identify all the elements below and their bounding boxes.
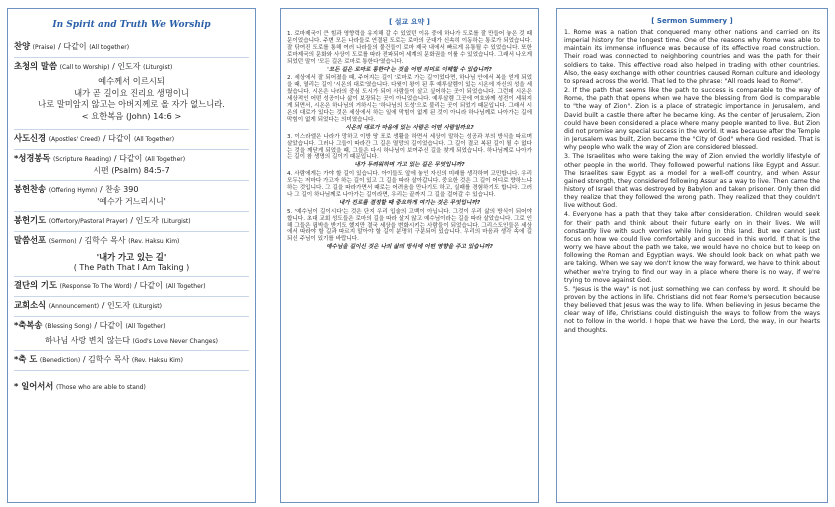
item-leader: / 다같이: [58, 42, 87, 51]
summary-paragraph: 4. 사람에게는 가야 할 길이 있습니다. 아이들도 앞에 놓인 자신의 미래를 생각하며 고민합니다. 우리 모두는 저마다 가고자 하는 길이 있고 그 길을 따라 살아갑니다. 중요한 것은 그 길이 어디로 향하느냐 하는 것입니다. 그 길을 따라가면서 때로는 어려움을 만나기도 하고, 실패를 경험하기도 합니다. 그러나 그 길이 하나님께로 나아가는 길이라면, 우리는 끝까지 그 길을 걸어갈 수 있습니다.: [287, 171, 532, 198]
offering-hymn-section: [14, 181, 249, 212]
summary-paragraph: 2. If the path that seems like the path to success is comparable to the way of Rome, the path that opens when we have the blessing from God is comparable to "the way of Zion". Zion is a place of strategic importance in Jerusalem, and David built a castle there after he became king. As the center of Jerusalem, Zion could have been considered a place where many people wanted to live. But Zion did not promise any special success in the world. It was because after the Temple in Jerusalem was built, Zion became the "City of God" where God resided. That is why people who walk the way of Zion are considered blessed.: [564, 87, 820, 152]
item-leader-en: (All together): [89, 44, 130, 51]
item-label: 봉헌기도: [14, 215, 47, 225]
discussion-question: 시온의 대로가 마음에 있는 사람은 어떤 사람일까요?: [345, 124, 474, 131]
item-leader-en: (All Together): [165, 283, 206, 290]
item-label: 찬양: [14, 41, 31, 51]
item-label: 봉헌찬송: [14, 184, 47, 194]
item-leader: / 다같이: [134, 281, 163, 290]
blessing-song-title: 하나님 사랑 변치 않는다: [45, 336, 130, 345]
item-leader-en: (All Together): [125, 323, 166, 330]
item-label-en: (Response To The Word): [59, 283, 132, 290]
benediction-row: [14, 351, 249, 371]
item-leader: / 다같이: [102, 134, 132, 143]
summary-paragraph: 5. "Jesus is the way" is not just something we can confess by word. It should be proven by the actions in life. Christians did not fear Rome's persecution because they believed that Jesus was the way to life. When believing in Jesus became the clear way of life, Christians could distinguish the ways to follow from the ways not to follow in the world. I hope that we have the Lord, the way, in our hearts and thoughts.: [564, 285, 820, 334]
item-label-en: (Offertory/Pastoral Prayer): [48, 218, 128, 225]
announcement-row: [14, 297, 249, 317]
summary-paragraph: 5. '예수님이 길이시다'는 것은 단지 우리 입술의 고백이 아닙니다. 그것이 우리 삶의 방식이 되어야 합니다. 초대 교회 성도들은 로마의 길을 따라 살지 않고 예수님이라는 길을 따라 살았습니다. 그로 인해 그들은 핍박을 받기도 했지만 결국 세상을 변화시키는 사람들이 되었습니다. 그리스도인들은 세상에서 따라야 할 길과 따르지 말아야 할 길이 분명히 구분되어 있습니다. 우리의 마음과 생각 속에 길 되신 주님이 있기를 바랍니다.: [287, 208, 532, 243]
item-leader: / 김학수 목사: [82, 355, 130, 364]
item-label: *축 도: [14, 354, 38, 364]
item-leader-en: (Liturgist): [161, 218, 191, 225]
verse-reference: < 요한복음 (John) 14:6 >: [81, 110, 182, 121]
blessing-song-title-en: (God's Love Never Changes): [132, 338, 218, 345]
stand-label: * 일어서서: [14, 381, 54, 391]
discussion-question: 내가 두려워하며 가고 있는 길은 무엇입니까?: [354, 162, 465, 169]
sermon-title-en: ( The Path That I Am Taking ): [73, 263, 190, 272]
summary-paragraph: 2. 세상에서 잘 되어졌을 때, 주어지는 길이 '로마로 가는 길'이었다면, 하나님 안에서 복을 얻게 되었을 때, 열리는 길이 '시온의 대로'였습니다. 다윗이 왕이 된 후 예루살렘이 있는 시온에 자신의 성을 세웠습니다. 시온은 나라의 중심 도시가 되어 사람들이 살고 싶어하는 곳이 되었습니다. 그런데 시온은 세상적인 어떤 성공이나 삶이 보장되는 곳이 아니었습니다. 예루살렘 그곳에 여호와께 성전이 세워지게 되면서, 시온은 하나님의 거하시는 '하나님의 도성'으로 불리는 곳이 되었기 때문입니다. 그래서 시온의 대로가 있다는 것은 세상에서 하는 일에 막힘이 없게 된 것이 아니라 하나님께로 나아가는 길에 막힘이 없게 되었다는 의미였습니다.: [287, 75, 532, 123]
item-leader: / 찬송 390: [99, 185, 139, 194]
summary-paragraph: 1. Rome was a nation that conquered many other nations and carried on its imperial history for the longest time. One of the reasons why Rome was able to maintain its immense influence was because of its effective road construction. Their road was connected to neighboring countries and was the path for their soldiers to take. This effective road also helped in trading with other countries. Also, the easy exchange with other countries caused Roman culture and ideology to spread across the world. That led to the phrase: "All roads lead to Rome".: [564, 29, 820, 85]
item-label-en: (Offering Hymn): [48, 187, 98, 194]
item-leader-en: (Liturgist): [143, 64, 173, 71]
verse-line: 예수께서 이르시되: [98, 76, 165, 86]
discussion-question: 내가 진로를 결정할 때 중요하게 여기는 것은 무엇입니까?: [338, 199, 481, 206]
offertory-row: [14, 212, 249, 232]
korean-summary-header: [ 설교 요약 ]: [389, 18, 430, 26]
creed-row: [14, 130, 249, 150]
worship-order-panel: [7, 8, 256, 503]
item-label-en: (Call to Worship): [59, 64, 110, 71]
verse-line: 내가 곧 길이요 진리요 생명이니: [74, 87, 189, 98]
item-leader: / 다같이: [113, 154, 143, 163]
call-to-worship-section: [14, 58, 249, 130]
item-leader-en: (Rev. Haksu Kim): [131, 357, 183, 364]
korean-summary-panel: [280, 8, 539, 503]
item-label: 교회소식: [14, 300, 47, 310]
scripture-reading-section: [14, 150, 249, 181]
item-label-en: (Scripture Reading): [53, 156, 112, 163]
item-leader: / 김학수 목사: [79, 236, 126, 245]
item-leader-en: (All Together): [133, 136, 175, 143]
verse-line: 나로 말미암지 않고는 아버지께로 올 자가 없느니라.: [38, 99, 225, 109]
item-leader: / 인도자: [130, 216, 159, 225]
blessing-song-section: [14, 317, 249, 351]
sermon-title: '내가 가고 있는 길': [96, 252, 167, 262]
item-label: *축복송: [14, 320, 43, 330]
summary-paragraph: 3. The Israelites who were taking the way of Zion envied the worldly lifestyle of other people in the world. They followed powerful nations like Egypt and Assur. The Israelites saw Egypt as a model for a well-off country, and when Assur gained strength, they considered following Assur as a way to live. Then came the history of Israel that was destroyed by Babylon and taken prisoner. Only then did they realize that they followed the wrong path. They realized that they couldn't live without God.: [564, 153, 820, 210]
summary-paragraph: 1. 로마제국이 큰 힘과 영향력을 유지해 갈 수 있었던 이유 중에 하나가 도로를 잘 만들어 놓은 것 때문이었습니다. 주변 모든 나라들로 연결된 도로는 로마의 군대가 신속히 이동하는 통로가 되었습니다. 잘 닦여진 도로를 통해 여러 나라들의 물건들이 로마 제국 내에서 빠르게 유통될 수 있었습니다. 또한 로마제국의 문화와 사상이 도로를 따라 전파되어 세계의 문화권을 이룰 수 있었습니다. 그래서 나오게 되었던 말이 '모든 길은 로마로 통한다'였습니다.: [287, 31, 532, 65]
call-verse: [14, 76, 249, 122]
response-row: [14, 277, 249, 297]
item-leader-en: (Liturgist): [132, 303, 162, 310]
discussion-question: 예수님을 길이신 것은 나의 삶의 방식에 어떤 영향을 주고 있습니까?: [326, 244, 493, 251]
english-summary-panel: [556, 8, 828, 503]
item-label: 말씀선포: [14, 235, 47, 245]
hymn-title: '예수가 거느리시니': [97, 197, 166, 206]
sermon-section: [14, 232, 249, 277]
item-label: 초청의 말씀: [14, 61, 57, 71]
stand-note-row: [14, 371, 249, 397]
scripture-reference: 시편 (Psalm) 84:5-7: [93, 166, 170, 175]
item-leader: / 인도자: [101, 301, 131, 310]
item-label-en: (Apostles' Creed): [48, 136, 101, 143]
item-label-en: (Announcement): [48, 303, 100, 310]
item-leader: / 다같이: [94, 321, 123, 330]
item-leader-en: (All Together): [144, 156, 186, 163]
discussion-question: '모든 길은 로마로 통한다'는 것을 어떤 의미로 이해할 수 있습니까?: [327, 66, 492, 73]
english-summary-header: [ Sermon Summery ]: [651, 17, 733, 25]
item-label-en: (Benediction): [39, 357, 81, 364]
bulletin-title: In Spirit and Truth We Worship: [52, 20, 211, 30]
item-label-en: (Praise): [32, 44, 56, 51]
summary-paragraph: 3. 이스라엘은 나라가 망하고 이방 땅 포로 생활을 하면서 세상이 말하는 성공과 부의 방식을 따르며 살았습니다. 그러나 그들이 따라간 그 길은 멸망의 길이었습니다. 그 길이 결코 복된 길이 될 수 없다는 것을 깨닫게 되었을 때, 그들은 다시 하나님이 보여주신 길을 찾게 되었습니다. 하나님께로 나아가는 길이 참 생명의 길이기 때문입니다.: [287, 133, 532, 161]
item-label: 사도신경: [14, 133, 47, 143]
prelude-row: [14, 38, 249, 58]
item-label-en: (Blessing Song): [45, 323, 92, 330]
item-leader-en: (Rev. Haksu Kim): [128, 238, 180, 245]
item-leader: / 인도자: [112, 62, 141, 71]
stand-label-en: (Those who are able to stand): [55, 384, 146, 391]
item-label-en: (Sermon): [48, 238, 77, 245]
summary-paragraph: 4. Everyone has a path that they take after consideration. Children would seek for their path and think about their future early on in their lives. We will constantly live with such worries while living in this land. But we cannot just focus on how we could live comfortably and succeed in this world. If that is the worry we have about the path we take, we would have no choice but to keep on following the Roman and Egyptian ways. We should look back on what path we are taking. When we say we don't know the way forward, we have to think about whether we're trying to find our way in a place where there is no way, if we're trying to move against God.: [564, 211, 820, 284]
item-label: *성경봉독: [14, 153, 51, 163]
item-label: 결단의 기도: [14, 280, 57, 290]
